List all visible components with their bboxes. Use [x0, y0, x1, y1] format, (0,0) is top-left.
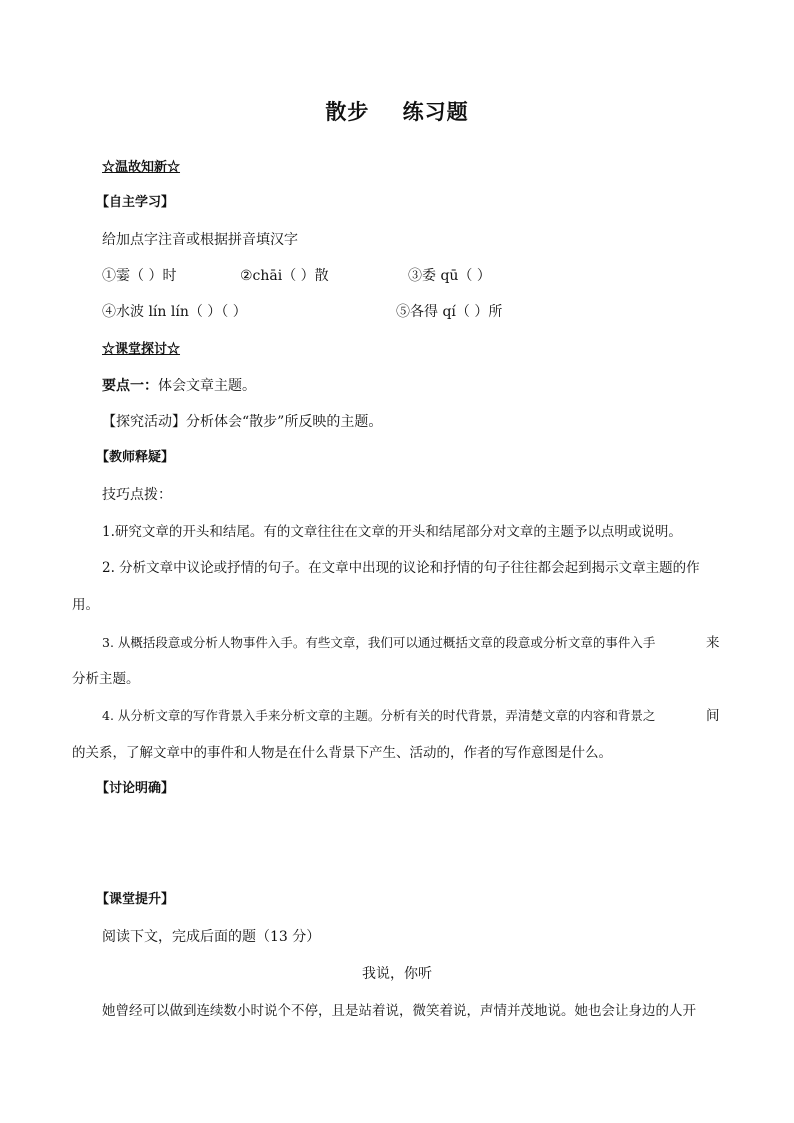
passage-line-1: 她曾经可以做到连续数小时说个不停，且是站着说，微笑着说，声情并茂地说。她也会让身边的人开: [102, 1003, 696, 1019]
pinyin-item-3: ③委 qū（ ）: [408, 268, 491, 284]
tip-4-line-2: 的关系，了解文章中的事件和人物是在什么背景下产生、活动的，作者的写作意图是什么。: [72, 745, 612, 761]
tip-4-line-1: 4. 从分析文章的写作背景入手来分析文章的主题。分析有关的时代背景，弄清楚文章的内容和背景之: [102, 708, 656, 723]
tip-3-line-2: 分析主题。: [72, 671, 140, 687]
activity-line: [102, 412, 382, 432]
activity-label: 【探究活动】: [102, 414, 186, 430]
tips-label: 技巧点拨：: [102, 487, 172, 503]
key-point-label: 要点一：: [102, 378, 158, 394]
pinyin-item-5: ⑤各得 qí（ ）所: [396, 304, 503, 320]
tip-2-line-1: 2. 分析文章中议论或抒情的句子。在文章中出现的议论和抒情的句子往往都会起到揭示文章主题的作: [102, 560, 700, 576]
discussion-label: 【讨论明确】: [96, 781, 175, 796]
pinyin-item-1: ①霎（ ）时: [102, 268, 177, 284]
review-heading: ☆温故知新☆: [102, 160, 181, 175]
key-point-line: [102, 376, 256, 396]
tip-1: 1.研究文章的开头和结尾。有的文章往往在文章的开头和结尾部分对文章的主题予以点明或说明。: [102, 524, 682, 540]
activity-text: 分析体会“散步”所反映的主题。: [186, 414, 383, 430]
key-point-text: 体会文章主题。: [158, 378, 256, 394]
tip-4-line-1-end: 间: [706, 708, 720, 724]
self-study-label: 【自主学习】: [96, 195, 175, 210]
page-title: 散步 练习题: [325, 99, 469, 124]
class-heading: ☆课堂探讨☆: [102, 342, 181, 357]
reading-instruction: 阅读下文，完成后面的题（13 分）: [102, 929, 321, 945]
improve-label: 【课堂提升】: [96, 892, 175, 907]
pinyin-item-2: ②chāi（ ）散: [240, 268, 329, 284]
tip-3-line-1: 3. 从概括段意或分析人物事件入手。有些文章，我们可以通过概括文章的段意或分析文章的事件入手: [102, 635, 656, 650]
instruction-text: 给加点字注音或根据拼音填汉字: [102, 232, 298, 248]
passage-title: 我说，你听: [362, 966, 432, 982]
pinyin-item-4: ④水波 lín lín（ ）（ ）: [102, 304, 247, 320]
teacher-label: 【教师释疑】: [96, 450, 175, 465]
tip-2-line-2: 用。: [72, 597, 99, 613]
tip-3-line-1-end: 来: [706, 635, 720, 651]
